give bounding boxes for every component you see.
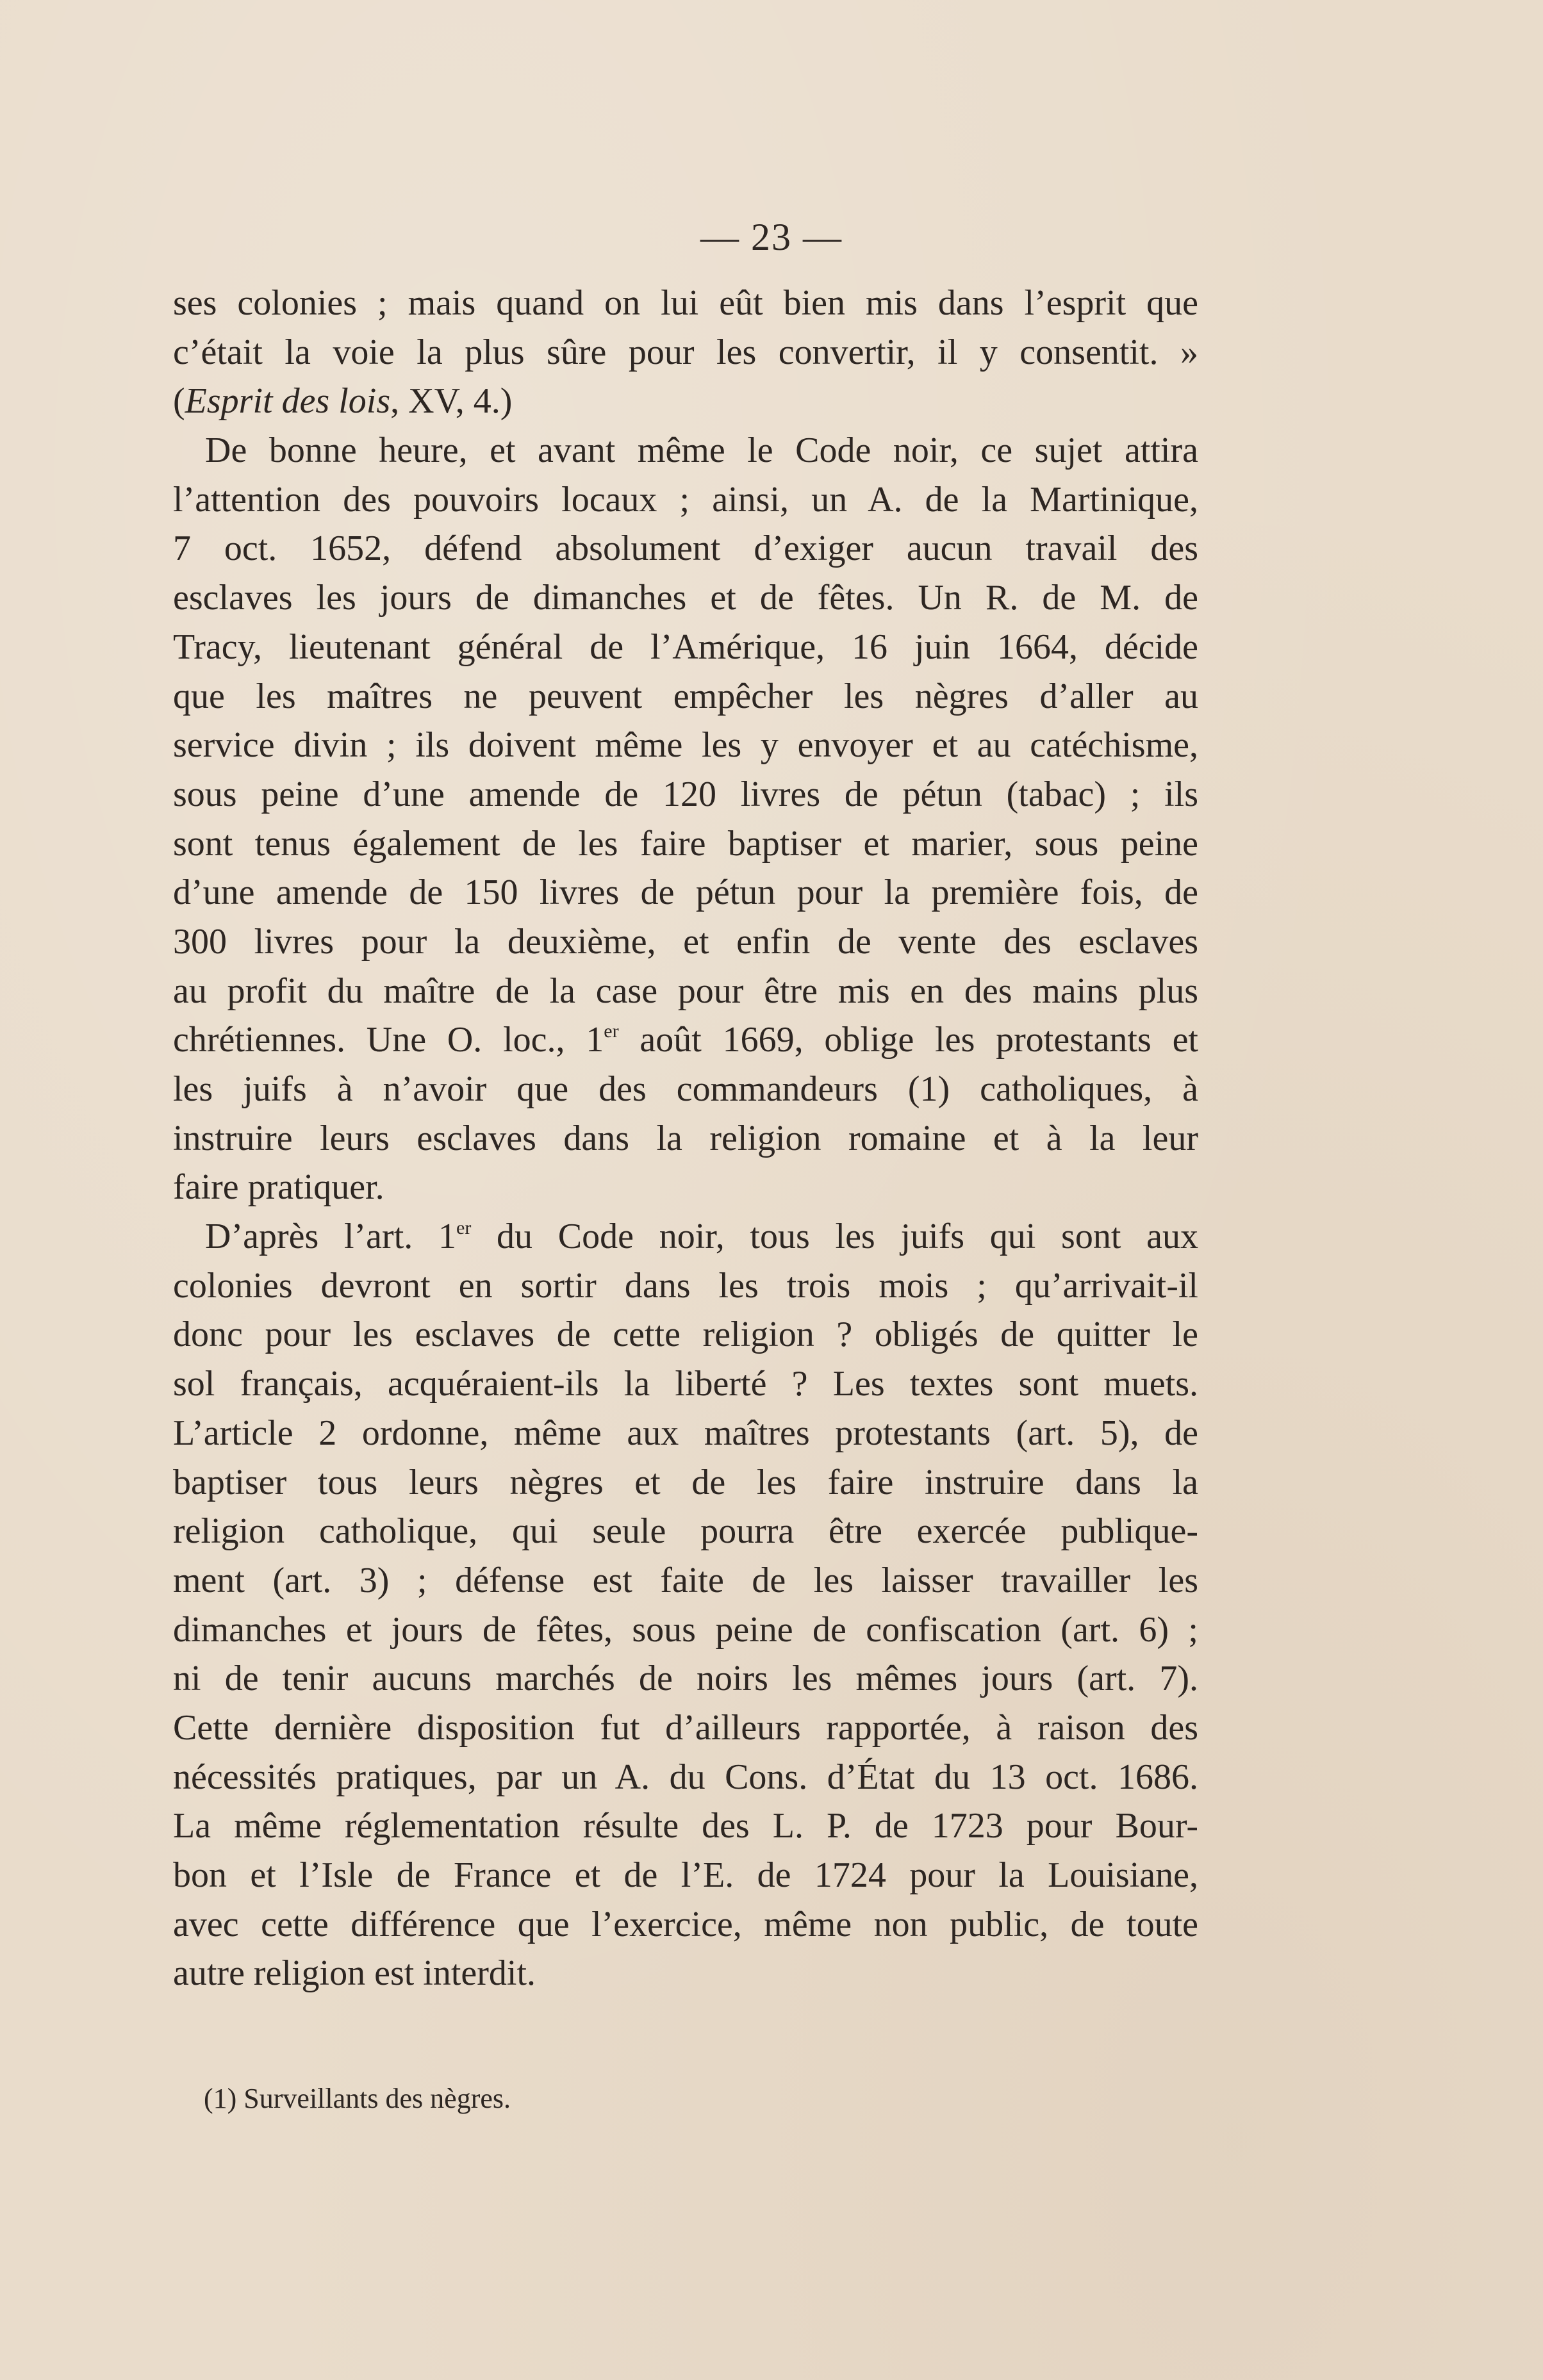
text-line-l08 (173, 623, 1198, 672)
line-text: faire pratiquer. (173, 1167, 384, 1208)
line-text: La même réglementation résulte des L. P. de 1723 pour Bour- (173, 1806, 1198, 1846)
line-text: 300 livres pour la deuxième, et enfin de vente des esclaves (173, 921, 1198, 962)
text-line-l15 (173, 967, 1198, 1016)
line-text: L’article 2 ordonne, même aux maîtres protestants (art. 5), de (173, 1413, 1198, 1453)
ordinal-superscript: er (604, 1021, 619, 1042)
line-text: les juifs à n’avoir que des commandeurs (1) catholiques, à (173, 1069, 1198, 1109)
text-line-l21 (173, 1261, 1198, 1311)
line-text: nécessités pratiques, par un A. du Cons. d’État du 13 oct. 1686. (173, 1757, 1198, 1797)
text-line-l26 (173, 1507, 1198, 1556)
line-text: ment (art. 3) ; défense est faite de les laisser travailler les (173, 1560, 1198, 1600)
line-text: bon et l’Isle de France et de l’E. de 1724 pour la Louisiane, (173, 1855, 1198, 1895)
text-line-l11 (173, 770, 1198, 819)
line-text: baptiser tous leurs nègres et de les faire instruire dans la (173, 1462, 1198, 1502)
line-text: ses colonies ; mais quand on lui eût bien mis dans l’esprit que (173, 283, 1198, 323)
line-text: 7 oct. 1652, défend absolument d’exiger aucun travail des (173, 529, 1198, 569)
text-line-l24 (173, 1409, 1198, 1458)
text-line-l20 (173, 1212, 1198, 1261)
text-line-l34 (173, 1900, 1198, 1949)
line-text: sol français, acquéraient-ils la liberté ? Les textes sont muets. (173, 1364, 1198, 1404)
text-line-l02 (173, 328, 1198, 377)
line-text: autre religion est interdit. (173, 1953, 536, 1994)
ordinal-superscript: er (456, 1217, 472, 1239)
line-text-after: , XV, 4.) (390, 381, 513, 422)
text-line-l03 (173, 377, 1198, 426)
footnote: (1) Surveillants des nègres. (204, 2083, 511, 2114)
line-text: d’une amende de 150 livres de pétun pour la première fois, de (173, 873, 1198, 913)
line-text: l’attention des pouvoirs locaux ; ainsi, un A. de la Martinique, (173, 479, 1198, 520)
text-line-l10 (173, 721, 1198, 770)
line-text: service divin ; ils doivent même les y envoyer et au catéchisme, (173, 725, 1198, 766)
text-line-l04 (173, 426, 1198, 475)
line-text: Tracy, lieutenant général de l’Amérique, 16 juin 1664, décide (173, 627, 1198, 667)
text-line-l35 (173, 1949, 1198, 1998)
text-line-l18 (173, 1114, 1198, 1163)
body-text (173, 279, 1198, 1998)
text-line-l07 (173, 573, 1198, 623)
text-line-l09 (173, 672, 1198, 721)
text-line-l01 (173, 279, 1198, 328)
text-line-l22 (173, 1310, 1198, 1359)
text-line-l31 (173, 1753, 1198, 1802)
line-text: religion catholique, qui seule pourra être exercée publique- (173, 1511, 1198, 1552)
text-line-l05 (173, 475, 1198, 525)
text-line-l19 (173, 1163, 1198, 1212)
text-line-l28 (173, 1605, 1198, 1655)
text-line-l17 (173, 1065, 1198, 1114)
line-text: avec cette différence que l’exercice, même non public, de toute (173, 1904, 1198, 1944)
line-text: Cette dernière disposition fut d’ailleurs rapportée, à raison des (173, 1707, 1198, 1748)
line-text: ni de tenir aucuns marchés de noirs les mêmes jours (art. 7). (173, 1659, 1198, 1699)
line-text-before: chrétiennes. Une O. loc., 1 (173, 1020, 604, 1060)
text-line-l06 (173, 524, 1198, 573)
line-text: c’était la voie la plus sûre pour les convertir, il y consentit. » (173, 332, 1198, 372)
line-text: sont tenus également de les faire baptiser et marier, sous peine (173, 823, 1198, 864)
text-line-l30 (173, 1703, 1198, 1753)
line-text-before: D’après l’art. 1 (205, 1217, 456, 1257)
line-text: De bonne heure, et avant même le Code noir, ce sujet attira (205, 431, 1198, 471)
line-text: au profit du maître de la case pour être mis en des mains plus (173, 971, 1198, 1011)
line-text: que les maîtres ne peuvent empêcher les nègres d’aller au (173, 676, 1198, 716)
text-line-l23 (173, 1359, 1198, 1409)
text-line-l25 (173, 1458, 1198, 1507)
text-line-l14 (173, 917, 1198, 967)
text-line-l12 (173, 819, 1198, 869)
line-text-italic: Esprit des lois (185, 381, 391, 422)
text-line-l27 (173, 1556, 1198, 1605)
line-text-after: du Code noir, tous les juifs qui sont aux (471, 1217, 1199, 1257)
text-line-l13 (173, 868, 1198, 917)
text-line-l32 (173, 1801, 1198, 1851)
line-text: colonies devront en sortir dans les trois mois ; qu’arrivait-il (173, 1265, 1198, 1306)
line-text: esclaves les jours de dimanches et de fêtes. Un R. de M. de (173, 578, 1198, 618)
line-text: sous peine d’une amende de 120 livres de pétun (tabac) ; ils (173, 774, 1198, 814)
text-line-l33 (173, 1851, 1198, 1900)
text-line-l29 (173, 1654, 1198, 1703)
page-number: — 23 — (700, 216, 843, 258)
line-text: instruire leurs esclaves dans la religion romaine et à la leur (173, 1118, 1198, 1158)
line-text-before: ( (173, 381, 185, 422)
text-line-l16 (173, 1015, 1198, 1065)
line-text: dimanches et jours de fêtes, sous peine de confiscation (art. 6) ; (173, 1609, 1198, 1650)
line-text-after: août 1669, oblige les protestants et (618, 1020, 1198, 1060)
line-text: donc pour les esclaves de cette religion ? obligés de quitter le (173, 1315, 1198, 1355)
